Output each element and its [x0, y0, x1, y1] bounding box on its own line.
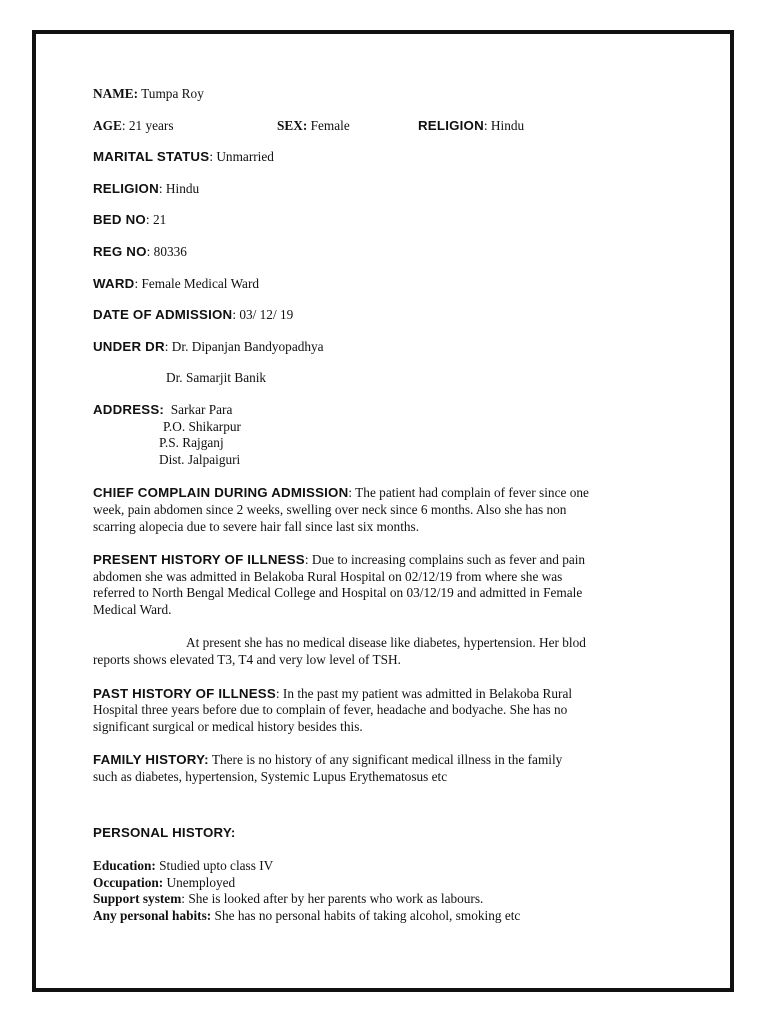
religion-inline-label: RELIGION [418, 117, 484, 133]
family-history-paragraph [93, 752, 683, 785]
occupation-line [93, 875, 683, 892]
chief-complain-paragraph [93, 485, 683, 535]
support-system-label: Support system [93, 891, 182, 907]
present-history-continuation [93, 635, 683, 668]
support-system-line [93, 891, 683, 908]
under-dr-field [93, 339, 683, 356]
name-field [93, 86, 683, 103]
bed-no-field [93, 212, 683, 229]
personal-history-heading: PERSONAL HISTORY: [93, 824, 236, 840]
sex-field [277, 118, 350, 135]
address-line-4: Dist. Jalpaiguri [159, 451, 241, 467]
personal-history-list [93, 858, 683, 924]
personal-habits-line [93, 908, 683, 925]
name-label: NAME: [93, 86, 139, 101]
past-history-line-3: significant surgical or medical history besides this. [93, 718, 363, 734]
ward-label: WARD [93, 275, 135, 291]
personal-habits-label: Any personal habits: [93, 908, 212, 923]
address-line1-value: Sarkar Para [170, 401, 233, 417]
chief-complain-label: CHIEF COMPLAIN DURING ADMISSION [93, 485, 349, 501]
address-block [93, 402, 683, 468]
address-label: ADDRESS: [93, 401, 165, 417]
chief-complain-line-2: week, pain abdomen since 2 weeks, swelling over neck since 6 months. Also she has non [93, 501, 567, 517]
chief-complain-line-3: scarring alopecia due to severe hair fall since last six months. [93, 518, 420, 534]
marital-status-value: : Unmarried [209, 149, 274, 165]
personal-habits-value: She has no personal habits of taking alcohol, smoking etc [211, 908, 521, 923]
address-line-1 [93, 402, 683, 419]
present-history-label: PRESENT HISTORY OF ILLNESS [93, 552, 305, 568]
reg-no-label: REG NO [93, 243, 147, 259]
bed-no-label: BED NO [93, 212, 146, 228]
education-label: Education: [93, 858, 156, 874]
religion-inline-field [418, 118, 524, 135]
ward-field [93, 276, 683, 293]
age-sex-religion-row [93, 118, 683, 135]
age-field [93, 118, 174, 135]
present-history-p2-line-1: At present she has no medical disease like diabetes, hypertension. Her blod [186, 635, 586, 651]
reg-no-value: : 80336 [146, 243, 187, 259]
present-history-p2-line-2: reports shows elevated T3, T4 and very low level of TSH. [93, 652, 401, 668]
section-spacer [93, 803, 683, 825]
family-history-line-1: There is no history of any significant medical illness in the family [208, 752, 563, 768]
religion-value: : Hindu [158, 180, 200, 196]
past-history-line-1: : In the past my patient was admitted in Belakoba Rural [275, 685, 573, 701]
present-history-line-2: abdomen she was admitted in Belakoba Rural Hospital on 02/12/19 from where she was [93, 568, 563, 584]
present-history-line-1: : Due to increasing complains such as fever and pain [304, 552, 586, 568]
marital-status-field [93, 149, 683, 166]
chief-complain-line-1: : The patient had complain of fever since one [348, 485, 589, 501]
education-value: Studied upto class IV [155, 858, 274, 874]
occupation-value: Unemployed [163, 874, 236, 890]
sex-label: SEX: [277, 117, 308, 133]
sex-value: Female [310, 117, 350, 133]
religion-inline-value: : Hindu [483, 117, 525, 133]
marital-status-label: MARITAL STATUS [93, 149, 210, 165]
family-history-line-2: such as diabetes, hypertension, Systemic Lupus Erythematosus etc [93, 769, 448, 785]
education-line [93, 858, 683, 875]
address-line-2: P.O. Shikarpur [163, 418, 241, 434]
date-of-admission-field [93, 307, 683, 324]
bed-no-value: : 21 [145, 212, 167, 228]
past-history-label: PAST HISTORY OF ILLNESS [93, 685, 276, 701]
document-body [93, 86, 683, 925]
present-history-line-4: Medical Ward. [93, 601, 172, 617]
date-of-admission-value: : 03/ 12/ 19 [232, 307, 294, 323]
name-value: Tumpa Roy [141, 86, 204, 101]
past-history-line-2: Hospital three years before due to complain of fever, headache and bodyache. She has no [93, 702, 568, 718]
present-history-line-3: referred to North Bengal Medical College and Hospital on 03/12/19 and admitted in Female [93, 585, 583, 601]
under-dr-value: : Dr. Dipanjan Bandyopadhya [164, 338, 324, 354]
ward-value: : Female Medical Ward [134, 275, 260, 291]
past-history-paragraph [93, 686, 683, 736]
date-of-admission-label: DATE OF ADMISSION [93, 307, 233, 323]
family-history-label: FAMILY HISTORY: [93, 752, 209, 768]
under-dr-label: UNDER DR [93, 338, 165, 354]
reg-no-field [93, 244, 683, 261]
occupation-label: Occupation: [93, 874, 164, 890]
age-label: AGE [93, 117, 122, 133]
religion-label: RELIGION [93, 180, 159, 196]
support-system-value: : She is looked after by her parents who work as labours. [181, 891, 484, 907]
present-history-paragraph [93, 552, 683, 618]
age-value: : 21 years [121, 117, 174, 133]
religion-field [93, 181, 683, 198]
under-dr-second: Dr. Samarjit Banik [166, 370, 267, 386]
address-line-3: P.S. Rajganj [159, 435, 224, 451]
